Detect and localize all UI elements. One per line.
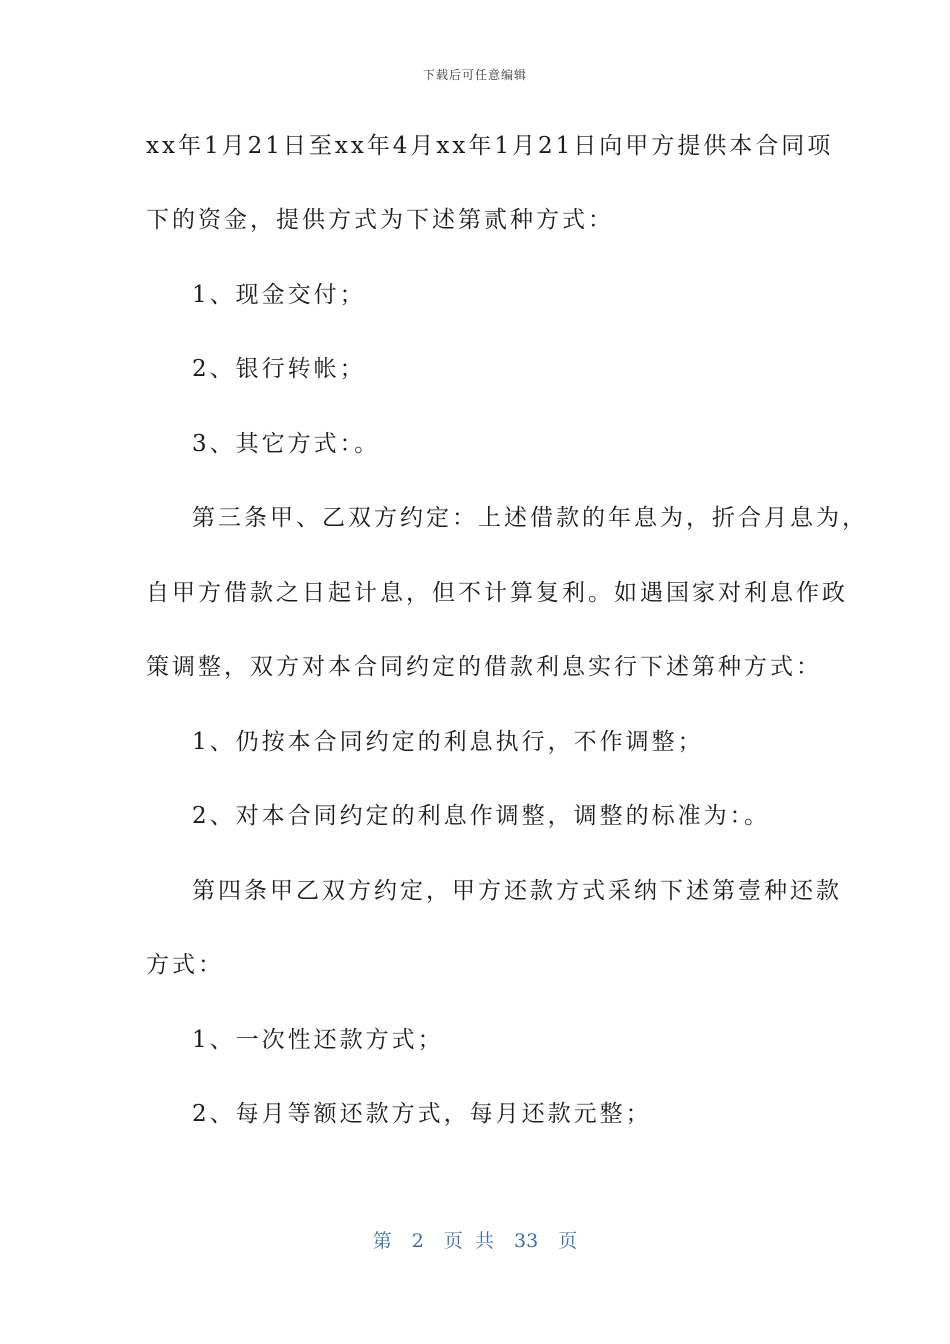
footer-prefix: 第	[372, 1230, 392, 1252]
list-item: 1、一次性还款方式；	[192, 1027, 444, 1053]
page-header: 下载后可任意编辑	[422, 68, 527, 82]
paragraph-line: 第四条甲乙双方约定，甲方还款方式采纳下述第壹种还款	[192, 878, 842, 904]
paragraph-line: 自甲方借款之日起计息，但不计算复利。如遇国家对利息作政	[146, 580, 848, 606]
paragraph-line: 方式：	[146, 952, 224, 978]
list-item: 2、每月等额还款方式，每月还款元整；	[192, 1101, 652, 1127]
page-footer	[0, 1226, 950, 1253]
list-item: 3、其它方式：。	[192, 431, 381, 457]
paragraph-line: 下的资金，提供方式为下述第贰种方式：	[146, 207, 614, 233]
footer-mid: 页 共	[443, 1230, 494, 1252]
paragraph-line: 第三条甲、乙双方约定：上述借款的年息为，折合月息为，	[192, 505, 868, 531]
list-item: 2、对本合同约定的利息作调整，调整的标准为：。	[192, 803, 771, 829]
list-item: 1、现金交付；	[192, 282, 366, 308]
footer-current-page: 2	[411, 1230, 424, 1252]
list-item: 1、仍按本合同约定的利息执行，不作调整；	[192, 729, 704, 755]
footer-suffix: 页	[558, 1230, 578, 1252]
paragraph-line: 策调整，双方对本合同约定的借款利息实行下述第种方式：	[146, 654, 822, 680]
paragraph-line: xx年1月21日至xx年4月xx年1月21日向甲方提供本合同项	[146, 133, 834, 159]
footer-total-pages: 33	[514, 1230, 539, 1252]
list-item: 2、银行转帐；	[192, 356, 366, 382]
